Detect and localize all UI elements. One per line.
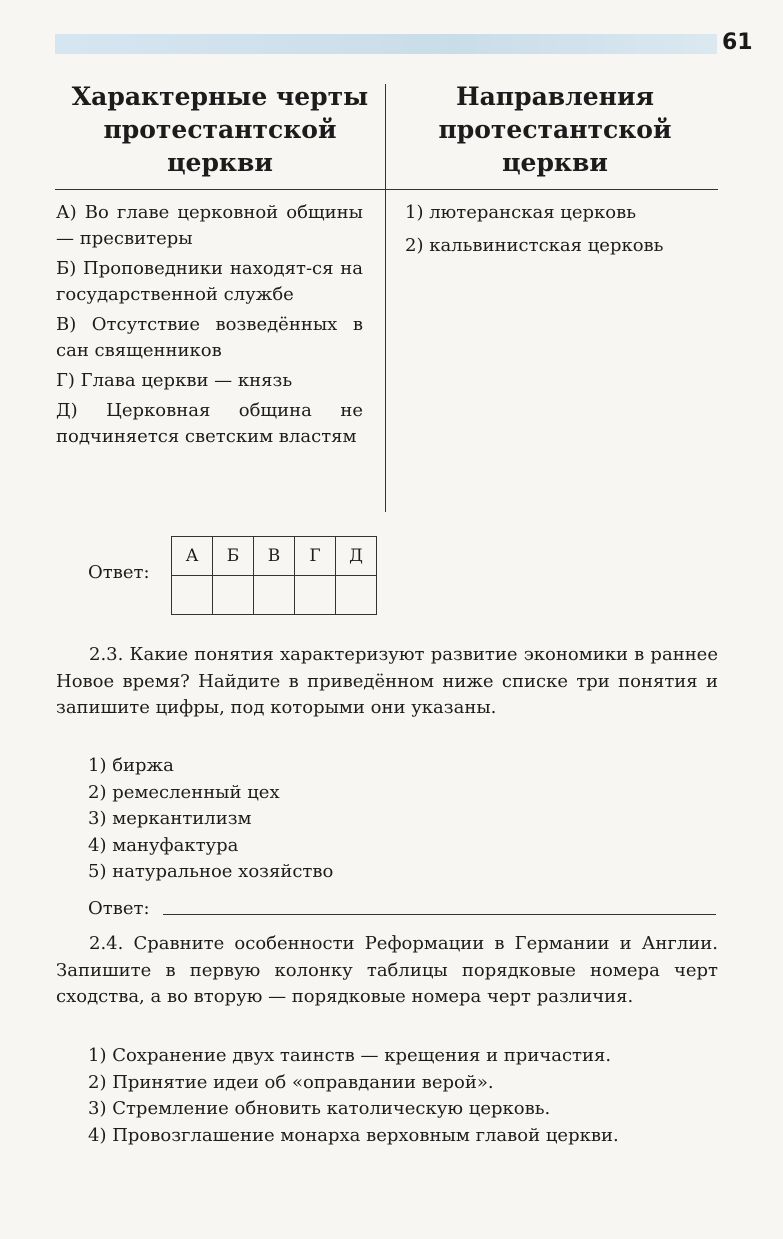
table-header-features: Характерные черты протестантской церкви bbox=[71, 82, 369, 177]
direction-item: 2) кальвинистская церковь bbox=[405, 235, 664, 256]
task-2-3-answer-label: Ответ: bbox=[88, 898, 150, 919]
table-header-directions: Направления протестантской церкви bbox=[438, 82, 672, 177]
option-item: 3) меркантилизм bbox=[88, 808, 252, 829]
direction-item: 1) лютеранская церковь bbox=[405, 202, 637, 223]
option-item: 4) мануфактура bbox=[88, 834, 239, 856]
feature-item: Д) Церковная община не подчиняется светским властям bbox=[56, 400, 363, 447]
task-2-3-options bbox=[88, 753, 333, 886]
task-2-3-text: 2.3. Какие понятия характеризуют развитие экономики в раннее Новое время? Найдите в приведённом ниже списке три понятия и запишите цифры, под которыми они указаны. bbox=[56, 644, 718, 718]
task-2-4-options bbox=[88, 1043, 619, 1149]
answer-grid-cell[interactable] bbox=[254, 576, 295, 615]
answer-grid-letter: Д bbox=[336, 537, 377, 576]
option-item: 1) Сохранение двух таинств — крещения и причастия. bbox=[88, 1045, 612, 1066]
answer-grid-cell[interactable] bbox=[172, 576, 213, 615]
directions-column bbox=[405, 200, 725, 266]
page-header-bar bbox=[55, 34, 717, 54]
features-column bbox=[56, 200, 363, 454]
answer-grid-cell[interactable] bbox=[295, 576, 336, 615]
table-divider-vertical bbox=[385, 84, 386, 512]
task-2-3-answer-line[interactable] bbox=[163, 914, 716, 915]
option-item: 4) Провозглашение монарха верховным главой церкви. bbox=[88, 1124, 619, 1146]
option-item: 5) натуральное хозяйство bbox=[88, 861, 334, 882]
table-divider-horizontal bbox=[55, 189, 718, 190]
answer-grid-letter: А bbox=[172, 537, 213, 576]
option-item: 2) Принятие идеи об «оправдании верой». bbox=[88, 1071, 494, 1093]
feature-item: В) Отсутствие возведённых в сан священников bbox=[56, 314, 363, 361]
feature-item: А) Во главе церковной общины — пресвитеры bbox=[56, 202, 363, 249]
feature-item: Б) Проповедники находят-ся на государственной службе bbox=[56, 258, 363, 305]
task-2-4-text: 2.4. Сравните особенности Реформации в Германии и Англии. Запишите в первую колонку таблицы порядковые номера черт сходства, а во вторую — порядковые номера черт различия. bbox=[56, 933, 718, 1007]
answer-grid-letter: Г bbox=[295, 537, 336, 576]
page-number: 61 bbox=[722, 30, 753, 55]
task-2-4 bbox=[56, 931, 718, 1011]
feature-item: Г) Глава церкви — князь bbox=[56, 370, 293, 391]
answer-grid-label: Ответ: bbox=[88, 562, 150, 583]
answer-grid-letter: В bbox=[254, 537, 295, 576]
answer-grid bbox=[171, 536, 377, 615]
answer-grid-cell[interactable] bbox=[336, 576, 377, 615]
option-item: 2) ремесленный цех bbox=[88, 781, 280, 803]
option-item: 3) Стремление обновить католическую церковь. bbox=[88, 1098, 551, 1119]
option-item: 1) биржа bbox=[88, 755, 174, 776]
task-2-3 bbox=[56, 642, 718, 722]
answer-grid-letter: Б bbox=[213, 537, 254, 576]
answer-grid-cell[interactable] bbox=[213, 576, 254, 615]
